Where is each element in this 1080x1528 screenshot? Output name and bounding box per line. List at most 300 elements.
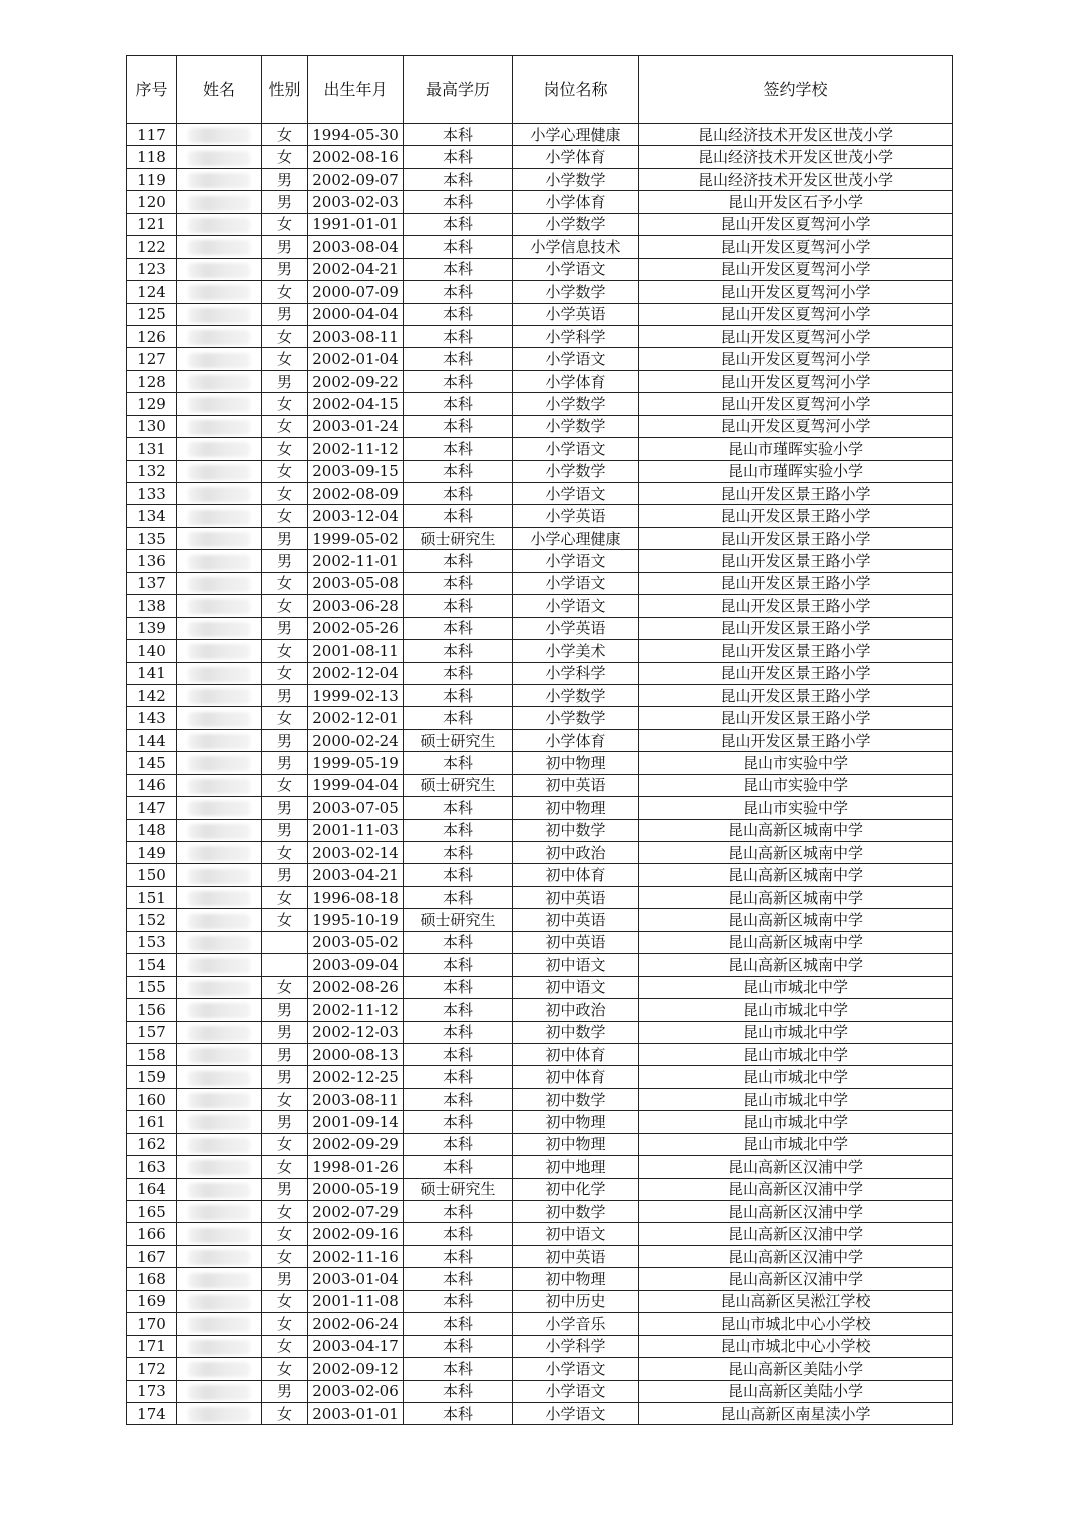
cell-gender: 女 [262, 1223, 308, 1245]
cell-name [177, 976, 262, 998]
cell-degree: 本科 [404, 281, 513, 303]
cell-name [177, 729, 262, 751]
cell-degree: 本科 [404, 393, 513, 415]
cell-name [177, 438, 262, 460]
cell-school: 昆山高新区美陆小学 [639, 1380, 953, 1402]
table-row [127, 864, 953, 886]
cell-name [177, 886, 262, 908]
cell-birth-date: 2000-07-09 [308, 281, 404, 303]
cell-post: 小学英语 [513, 617, 639, 639]
cell-gender: 男 [262, 729, 308, 751]
cell-birth-date: 2002-09-22 [308, 370, 404, 392]
cell-name [177, 213, 262, 235]
table-row [127, 1290, 953, 1312]
redacted-name-mark [188, 353, 250, 368]
cell-school: 昆山经济技术开发区世茂小学 [639, 168, 953, 190]
cell-gender: 女 [262, 146, 308, 168]
cell-gender: 女 [262, 483, 308, 505]
cell-post: 小学科学 [513, 1335, 639, 1357]
cell-name [177, 505, 262, 527]
cell-degree: 硕士研究生 [404, 1178, 513, 1200]
cell-post: 小学体育 [513, 146, 639, 168]
cell-name [177, 595, 262, 617]
cell-birth-date: 2000-05-19 [308, 1178, 404, 1200]
cell-post: 小学科学 [513, 662, 639, 684]
cell-birth-date: 2002-12-04 [308, 662, 404, 684]
cell-name [177, 1088, 262, 1110]
table-row [127, 819, 953, 841]
cell-serial-no: 126 [127, 325, 177, 347]
cell-birth-date: 2003-05-08 [308, 572, 404, 594]
redacted-name-mark [188, 1160, 250, 1175]
cell-school: 昆山高新区城南中学 [639, 819, 953, 841]
cell-birth-date: 2002-12-25 [308, 1066, 404, 1088]
cell-gender: 男 [262, 752, 308, 774]
cell-birth-date: 2003-09-15 [308, 460, 404, 482]
table-row [127, 617, 953, 639]
cell-degree: 本科 [404, 1111, 513, 1133]
table-row [127, 1335, 953, 1357]
table-row [127, 168, 953, 190]
cell-serial-no: 124 [127, 281, 177, 303]
cell-degree: 本科 [404, 1380, 513, 1402]
cell-post: 小学语文 [513, 550, 639, 572]
cell-name [177, 348, 262, 370]
cell-degree: 本科 [404, 662, 513, 684]
cell-gender: 男 [262, 168, 308, 190]
cell-serial-no: 120 [127, 191, 177, 213]
cell-serial-no: 167 [127, 1245, 177, 1267]
redacted-name-mark [188, 240, 250, 255]
cell-serial-no: 143 [127, 707, 177, 729]
cell-gender: 女 [262, 1088, 308, 1110]
cell-name [177, 1380, 262, 1402]
cell-birth-date: 2002-07-29 [308, 1201, 404, 1223]
cell-serial-no: 136 [127, 550, 177, 572]
cell-school: 昆山高新区城南中学 [639, 954, 953, 976]
header-row [127, 56, 953, 124]
cell-serial-no: 148 [127, 819, 177, 841]
cell-post: 初中数学 [513, 1201, 639, 1223]
cell-birth-date: 1999-05-02 [308, 527, 404, 549]
cell-degree: 本科 [404, 976, 513, 998]
cell-gender: 男 [262, 999, 308, 1021]
header-serial-no: 序号 [127, 56, 177, 124]
cell-post: 初中物理 [513, 1133, 639, 1155]
cell-school: 昆山开发区景王路小学 [639, 640, 953, 662]
redacted-name-mark [188, 756, 250, 771]
table-row [127, 1178, 953, 1200]
table-row [127, 1402, 953, 1424]
cell-school: 昆山高新区城南中学 [639, 909, 953, 931]
cell-name [177, 258, 262, 280]
cell-serial-no: 123 [127, 258, 177, 280]
cell-gender: 女 [262, 774, 308, 796]
cell-serial-no: 155 [127, 976, 177, 998]
header-gender: 性别 [262, 56, 308, 124]
cell-name [177, 909, 262, 931]
cell-birth-date: 2002-04-21 [308, 258, 404, 280]
cell-degree: 本科 [404, 258, 513, 280]
cell-school: 昆山开发区夏驾河小学 [639, 281, 953, 303]
cell-degree: 本科 [404, 886, 513, 908]
cell-school: 昆山开发区夏驾河小学 [639, 370, 953, 392]
redacted-name-mark [188, 1250, 250, 1265]
redacted-name-mark [188, 532, 250, 547]
cell-serial-no: 172 [127, 1358, 177, 1380]
redacted-name-mark [188, 1295, 250, 1310]
cell-degree: 本科 [404, 124, 513, 146]
cell-serial-no: 127 [127, 348, 177, 370]
cell-birth-date: 2003-08-04 [308, 236, 404, 258]
table-row [127, 258, 953, 280]
cell-degree: 本科 [404, 797, 513, 819]
cell-name [177, 797, 262, 819]
cell-gender: 女 [262, 1133, 308, 1155]
table-row [127, 572, 953, 594]
cell-name [177, 1290, 262, 1312]
cell-degree: 本科 [404, 1245, 513, 1267]
cell-post: 小学语文 [513, 1380, 639, 1402]
cell-serial-no: 157 [127, 1021, 177, 1043]
cell-birth-date: 1999-04-04 [308, 774, 404, 796]
table-row [127, 146, 953, 168]
cell-degree: 本科 [404, 146, 513, 168]
cell-degree: 硕士研究生 [404, 774, 513, 796]
cell-post: 小学数学 [513, 415, 639, 437]
cell-degree: 本科 [404, 370, 513, 392]
cell-gender: 女 [262, 662, 308, 684]
cell-serial-no: 142 [127, 684, 177, 706]
cell-post: 小学体育 [513, 729, 639, 751]
cell-birth-date: 2003-01-24 [308, 415, 404, 437]
cell-name [177, 707, 262, 729]
redacted-name-mark [188, 285, 250, 300]
cell-post: 小学数学 [513, 168, 639, 190]
cell-name [177, 550, 262, 572]
cell-degree: 本科 [404, 550, 513, 572]
cell-serial-no: 174 [127, 1402, 177, 1424]
cell-school: 昆山高新区汉浦中学 [639, 1201, 953, 1223]
cell-gender: 女 [262, 1201, 308, 1223]
cell-serial-no: 137 [127, 572, 177, 594]
cell-serial-no: 119 [127, 168, 177, 190]
cell-post: 初中物理 [513, 797, 639, 819]
cell-serial-no: 125 [127, 303, 177, 325]
cell-serial-no: 134 [127, 505, 177, 527]
cell-school: 昆山市城北中学 [639, 1021, 953, 1043]
cell-birth-date: 2003-02-03 [308, 191, 404, 213]
table-row [127, 729, 953, 751]
cell-birth-date: 2003-02-06 [308, 1380, 404, 1402]
cell-degree: 硕士研究生 [404, 527, 513, 549]
cell-birth-date: 2000-04-04 [308, 303, 404, 325]
redacted-name-mark [188, 622, 250, 637]
cell-gender: 女 [262, 438, 308, 460]
cell-serial-no: 170 [127, 1313, 177, 1335]
table-row [127, 191, 953, 213]
cell-school: 昆山开发区夏驾河小学 [639, 325, 953, 347]
cell-school: 昆山开发区景王路小学 [639, 662, 953, 684]
cell-degree: 本科 [404, 595, 513, 617]
redacted-name-mark [188, 263, 250, 278]
cell-post: 初中数学 [513, 819, 639, 841]
cell-degree: 本科 [404, 1313, 513, 1335]
cell-serial-no: 164 [127, 1178, 177, 1200]
cell-school: 昆山高新区汉浦中学 [639, 1223, 953, 1245]
cell-birth-date: 2002-12-01 [308, 707, 404, 729]
cell-birth-date: 2002-09-16 [308, 1223, 404, 1245]
cell-post: 初中英语 [513, 886, 639, 908]
redacted-name-mark [188, 667, 250, 682]
cell-post: 初中英语 [513, 1245, 639, 1267]
table-row [127, 999, 953, 1021]
redacted-name-mark [188, 308, 250, 323]
cell-gender: 男 [262, 1178, 308, 1200]
cell-serial-no: 145 [127, 752, 177, 774]
table-row [127, 325, 953, 347]
cell-degree: 本科 [404, 572, 513, 594]
cell-post: 小学语文 [513, 348, 639, 370]
cell-degree: 本科 [404, 864, 513, 886]
table-row [127, 797, 953, 819]
cell-degree: 本科 [404, 842, 513, 864]
cell-degree: 本科 [404, 1335, 513, 1357]
cell-birth-date: 2002-06-24 [308, 1313, 404, 1335]
cell-post: 初中地理 [513, 1156, 639, 1178]
cell-birth-date: 2003-05-02 [308, 931, 404, 953]
cell-name [177, 1111, 262, 1133]
redacted-name-mark [188, 1385, 250, 1400]
table-row [127, 774, 953, 796]
redacted-name-mark [188, 1183, 250, 1198]
cell-gender: 男 [262, 303, 308, 325]
cell-post: 小学心理健康 [513, 527, 639, 549]
table-row [127, 550, 953, 572]
redacted-name-mark [188, 330, 250, 345]
cell-degree: 本科 [404, 415, 513, 437]
redacted-name-mark [188, 599, 250, 614]
cell-post: 小学数学 [513, 684, 639, 706]
cell-degree: 本科 [404, 1043, 513, 1065]
cell-degree: 本科 [404, 168, 513, 190]
cell-gender: 女 [262, 1156, 308, 1178]
cell-serial-no: 162 [127, 1133, 177, 1155]
cell-name [177, 617, 262, 639]
cell-post: 初中物理 [513, 1111, 639, 1133]
cell-birth-date: 2002-11-12 [308, 438, 404, 460]
cell-name [177, 1156, 262, 1178]
cell-gender: 女 [262, 213, 308, 235]
cell-school: 昆山市城北中学 [639, 1043, 953, 1065]
cell-post: 初中英语 [513, 931, 639, 953]
cell-birth-date: 2003-01-04 [308, 1268, 404, 1290]
cell-post: 小学语文 [513, 572, 639, 594]
cell-serial-no: 159 [127, 1066, 177, 1088]
table-row [127, 303, 953, 325]
cell-gender: 女 [262, 640, 308, 662]
cell-school: 昆山市城北中心小学校 [639, 1313, 953, 1335]
cell-gender: 男 [262, 797, 308, 819]
cell-serial-no: 146 [127, 774, 177, 796]
cell-gender: 女 [262, 505, 308, 527]
cell-name [177, 774, 262, 796]
cell-birth-date: 2001-11-08 [308, 1290, 404, 1312]
cell-serial-no: 144 [127, 729, 177, 751]
table-row [127, 1223, 953, 1245]
cell-gender: 女 [262, 393, 308, 415]
cell-post: 初中历史 [513, 1290, 639, 1312]
cell-birth-date: 2002-08-09 [308, 483, 404, 505]
cell-birth-date: 1999-05-19 [308, 752, 404, 774]
cell-degree: 硕士研究生 [404, 729, 513, 751]
cell-gender: 女 [262, 348, 308, 370]
cell-serial-no: 138 [127, 595, 177, 617]
cell-school: 昆山市实验中学 [639, 752, 953, 774]
cell-school: 昆山开发区景王路小学 [639, 483, 953, 505]
redacted-name-mark [188, 577, 250, 592]
cell-birth-date: 1991-01-01 [308, 213, 404, 235]
cell-degree: 本科 [404, 191, 513, 213]
cell-school: 昆山市实验中学 [639, 774, 953, 796]
cell-post: 小学英语 [513, 505, 639, 527]
cell-name [177, 819, 262, 841]
cell-gender: 女 [262, 572, 308, 594]
cell-serial-no: 140 [127, 640, 177, 662]
table-row [127, 1201, 953, 1223]
cell-school: 昆山高新区吴淞江学校 [639, 1290, 953, 1312]
cell-serial-no: 171 [127, 1335, 177, 1357]
cell-degree: 本科 [404, 752, 513, 774]
cell-gender: 女 [262, 595, 308, 617]
redacted-name-mark [188, 936, 250, 951]
redacted-name-mark [188, 846, 250, 861]
cell-name [177, 370, 262, 392]
cell-name [177, 1201, 262, 1223]
cell-post: 小学心理健康 [513, 124, 639, 146]
cell-birth-date: 2002-09-07 [308, 168, 404, 190]
cell-school: 昆山市实验中学 [639, 797, 953, 819]
cell-gender: 女 [262, 1335, 308, 1357]
header-post-name: 岗位名称 [513, 56, 639, 124]
cell-degree: 本科 [404, 1290, 513, 1312]
redacted-name-mark [188, 1138, 250, 1153]
cell-birth-date: 2002-09-12 [308, 1358, 404, 1380]
cell-serial-no: 122 [127, 236, 177, 258]
cell-post: 小学语文 [513, 1402, 639, 1424]
cell-school: 昆山开发区夏驾河小学 [639, 236, 953, 258]
redacted-name-mark [188, 1048, 250, 1063]
cell-school: 昆山高新区城南中学 [639, 886, 953, 908]
redacted-name-mark [188, 1228, 250, 1243]
table-row [127, 370, 953, 392]
table-row [127, 213, 953, 235]
cell-post: 初中体育 [513, 1043, 639, 1065]
cell-post: 小学数学 [513, 707, 639, 729]
cell-post: 初中语文 [513, 976, 639, 998]
cell-birth-date: 1998-01-26 [308, 1156, 404, 1178]
cell-birth-date: 2000-02-24 [308, 729, 404, 751]
cell-name [177, 146, 262, 168]
cell-serial-no: 139 [127, 617, 177, 639]
table-row [127, 640, 953, 662]
cell-serial-no: 168 [127, 1268, 177, 1290]
cell-post: 小学科学 [513, 325, 639, 347]
table-row [127, 483, 953, 505]
cell-post: 小学信息技术 [513, 236, 639, 258]
cell-gender: 男 [262, 1021, 308, 1043]
cell-birth-date: 2002-01-04 [308, 348, 404, 370]
cell-gender: 男 [262, 236, 308, 258]
cell-school: 昆山开发区夏驾河小学 [639, 213, 953, 235]
cell-gender: 男 [262, 617, 308, 639]
cell-school: 昆山高新区美陆小学 [639, 1358, 953, 1380]
cell-degree: 本科 [404, 684, 513, 706]
cell-gender: 男 [262, 527, 308, 549]
cell-name [177, 954, 262, 976]
redacted-name-mark [188, 196, 250, 211]
table-row [127, 393, 953, 415]
cell-post: 初中物理 [513, 752, 639, 774]
cell-name [177, 864, 262, 886]
cell-school: 昆山市城北中心小学校 [639, 1335, 953, 1357]
redacted-name-mark [188, 779, 250, 794]
redacted-name-mark [188, 734, 250, 749]
cell-birth-date: 2002-12-03 [308, 1021, 404, 1043]
cell-post: 小学语文 [513, 483, 639, 505]
cell-school: 昆山经济技术开发区世茂小学 [639, 124, 953, 146]
cell-post: 小学体育 [513, 370, 639, 392]
cell-post: 小学美术 [513, 640, 639, 662]
cell-name [177, 1133, 262, 1155]
cell-birth-date: 2003-04-17 [308, 1335, 404, 1357]
cell-school: 昆山市城北中学 [639, 1066, 953, 1088]
redacted-name-mark [188, 1362, 250, 1377]
redacted-name-mark [188, 420, 250, 435]
cell-gender: 女 [262, 460, 308, 482]
cell-post: 初中物理 [513, 1268, 639, 1290]
cell-school: 昆山开发区景王路小学 [639, 505, 953, 527]
cell-name [177, 1245, 262, 1267]
cell-post: 小学数学 [513, 281, 639, 303]
cell-serial-no: 161 [127, 1111, 177, 1133]
cell-name [177, 1021, 262, 1043]
cell-gender: 女 [262, 909, 308, 931]
cell-school: 昆山开发区夏驾河小学 [639, 415, 953, 437]
cell-degree: 本科 [404, 483, 513, 505]
redacted-name-mark [188, 1317, 250, 1332]
cell-name [177, 325, 262, 347]
cell-gender: 女 [262, 886, 308, 908]
cell-name [177, 527, 262, 549]
redacted-name-mark [188, 510, 250, 525]
cell-school: 昆山高新区汉浦中学 [639, 1156, 953, 1178]
table-row [127, 595, 953, 617]
redacted-name-mark [188, 824, 250, 839]
cell-degree: 本科 [404, 1066, 513, 1088]
cell-school: 昆山高新区汉浦中学 [639, 1268, 953, 1290]
cell-post: 初中政治 [513, 842, 639, 864]
redacted-name-mark [188, 1093, 250, 1108]
redacted-name-mark [188, 1205, 250, 1220]
header-birth-date: 出生年月 [308, 56, 404, 124]
table-row [127, 527, 953, 549]
cell-gender: 女 [262, 1245, 308, 1267]
cell-birth-date: 2001-09-14 [308, 1111, 404, 1133]
cell-post: 初中数学 [513, 1088, 639, 1110]
cell-post: 小学语文 [513, 438, 639, 460]
cell-birth-date: 2002-08-26 [308, 976, 404, 998]
